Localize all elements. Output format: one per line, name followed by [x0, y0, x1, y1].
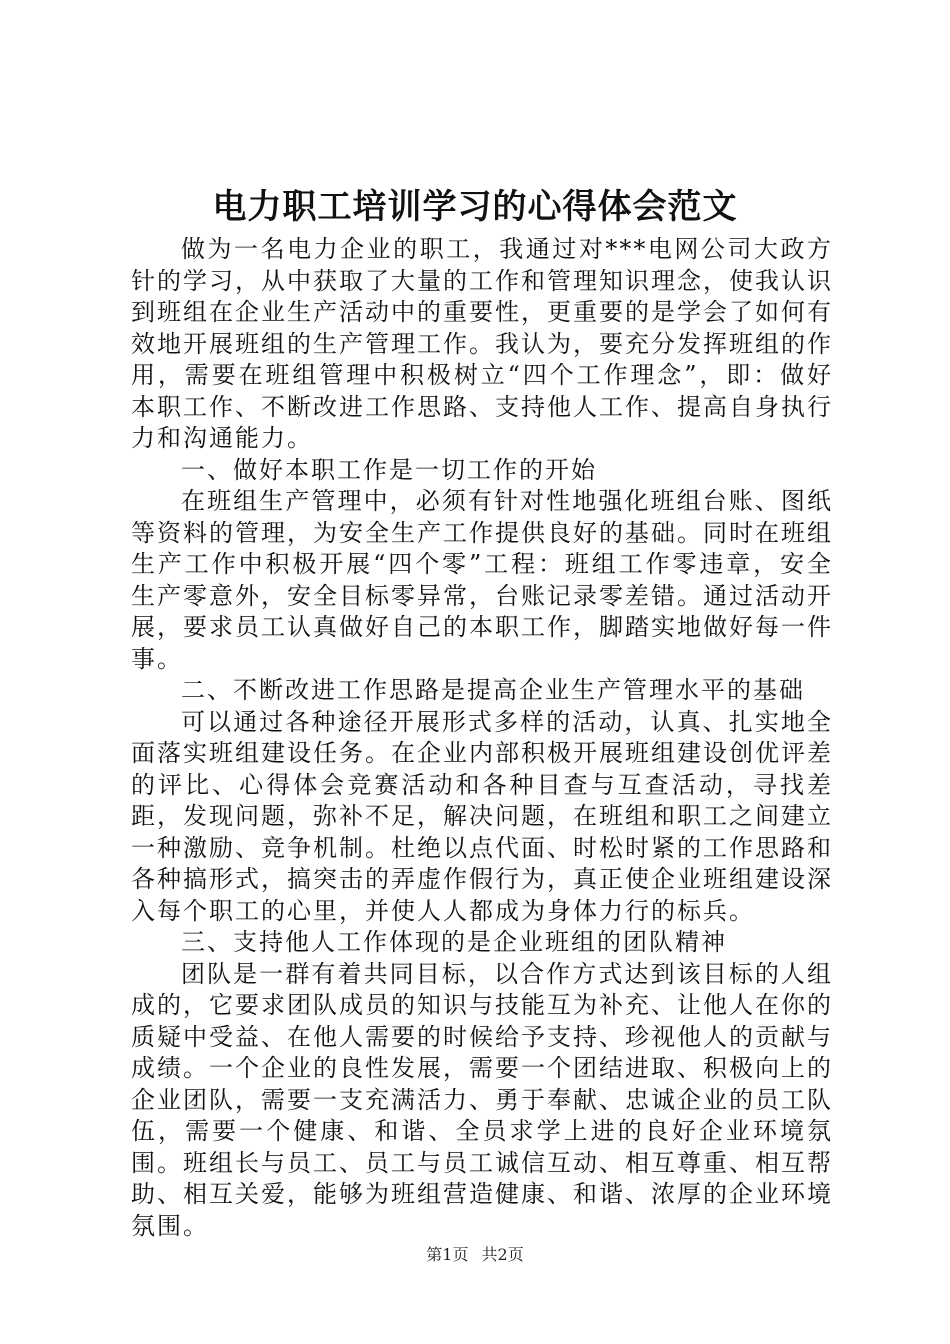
page-number-current: 第1页 — [426, 1245, 469, 1264]
paragraph-section-2: 可以通过各种途径开展形式多样的活动，认真、扎实地全面落实班组建设任务。在企业内部积极开展班组建设创优评差的评比、心得体会竞赛活动和各种目查与互查活动，寻找差距，发现问题，弥补不足，解决问题，在班组和职工之间建立一种激励、竞争机制。杜绝以点代面、时松时紧的工作思路和各种搞形式，搞突击的弄虚作假行为，真正使企业班组建设深入每个职工的心里，并使人人都成为身体力行的标兵。 — [131, 707, 833, 925]
paragraph-section-3: 团队是一群有着共同目标，以合作方式达到该目标的人组成的，它要求团队成员的知识与技能互为补充、让他人在你的质疑中受益、在他人需要的时候给予支持、珍视他人的贡献与成绩。一个企业的良性发展，需要一个团结进取、积极向上的企业团队，需要一支充满活力、勇于奉献、忠诚企业的员工队伍，需要一个健康、和谐、全员求学上进的良好企业环境氛围。班组长与员工、员工与员工诚信互动、相互尊重、相互帮助、相互关爱，能够为班组营造健康、和谐、浓厚的企业环境氛围。 — [131, 959, 833, 1240]
page-footer — [0, 1244, 950, 1266]
document-body — [131, 234, 833, 1242]
section-heading-3: 三、支持他人工作体现的是企业班组的团队精神 — [181, 928, 727, 956]
section-heading-1: 一、做好本职工作是一切工作的开始 — [181, 455, 597, 484]
section-heading-2: 二、不断改进工作思路是提高企业生产管理水平的基础 — [181, 676, 805, 704]
document-title: 电力职工培训学习的心得体会范文 — [212, 187, 738, 227]
paragraph-section-1: 在班组生产管理中，必须有针对性地强化班组台账、图纸等资料的管理，为安全生产工作提供良好的基础。同时在班组生产工作中积极开展“四个零”工程：班组工作零违章，安全生产零意外，安全目标零异常，台账记录零差错。通过活动开展，要求员工认真做好自己的本职工作，脚踏实地做好每一件事。 — [131, 487, 833, 673]
paragraph-intro: 做为一名电力企业的职工，我通过对***电网公司大政方针的学习，从中获取了大量的工作和管理知识理念，使我认识到班组在企业生产活动中的重要性，更重要的是学会了如何有效地开展班组的生产管理工作。我认为，要充分发挥班组的作用，需要在班组管理中积极树立“四个工作理念”，即：做好本职工作、不断改进工作思路、支持他人工作、提高自身执行力和沟通能力。 — [131, 235, 833, 452]
page-number-total: 共2页 — [481, 1245, 524, 1264]
